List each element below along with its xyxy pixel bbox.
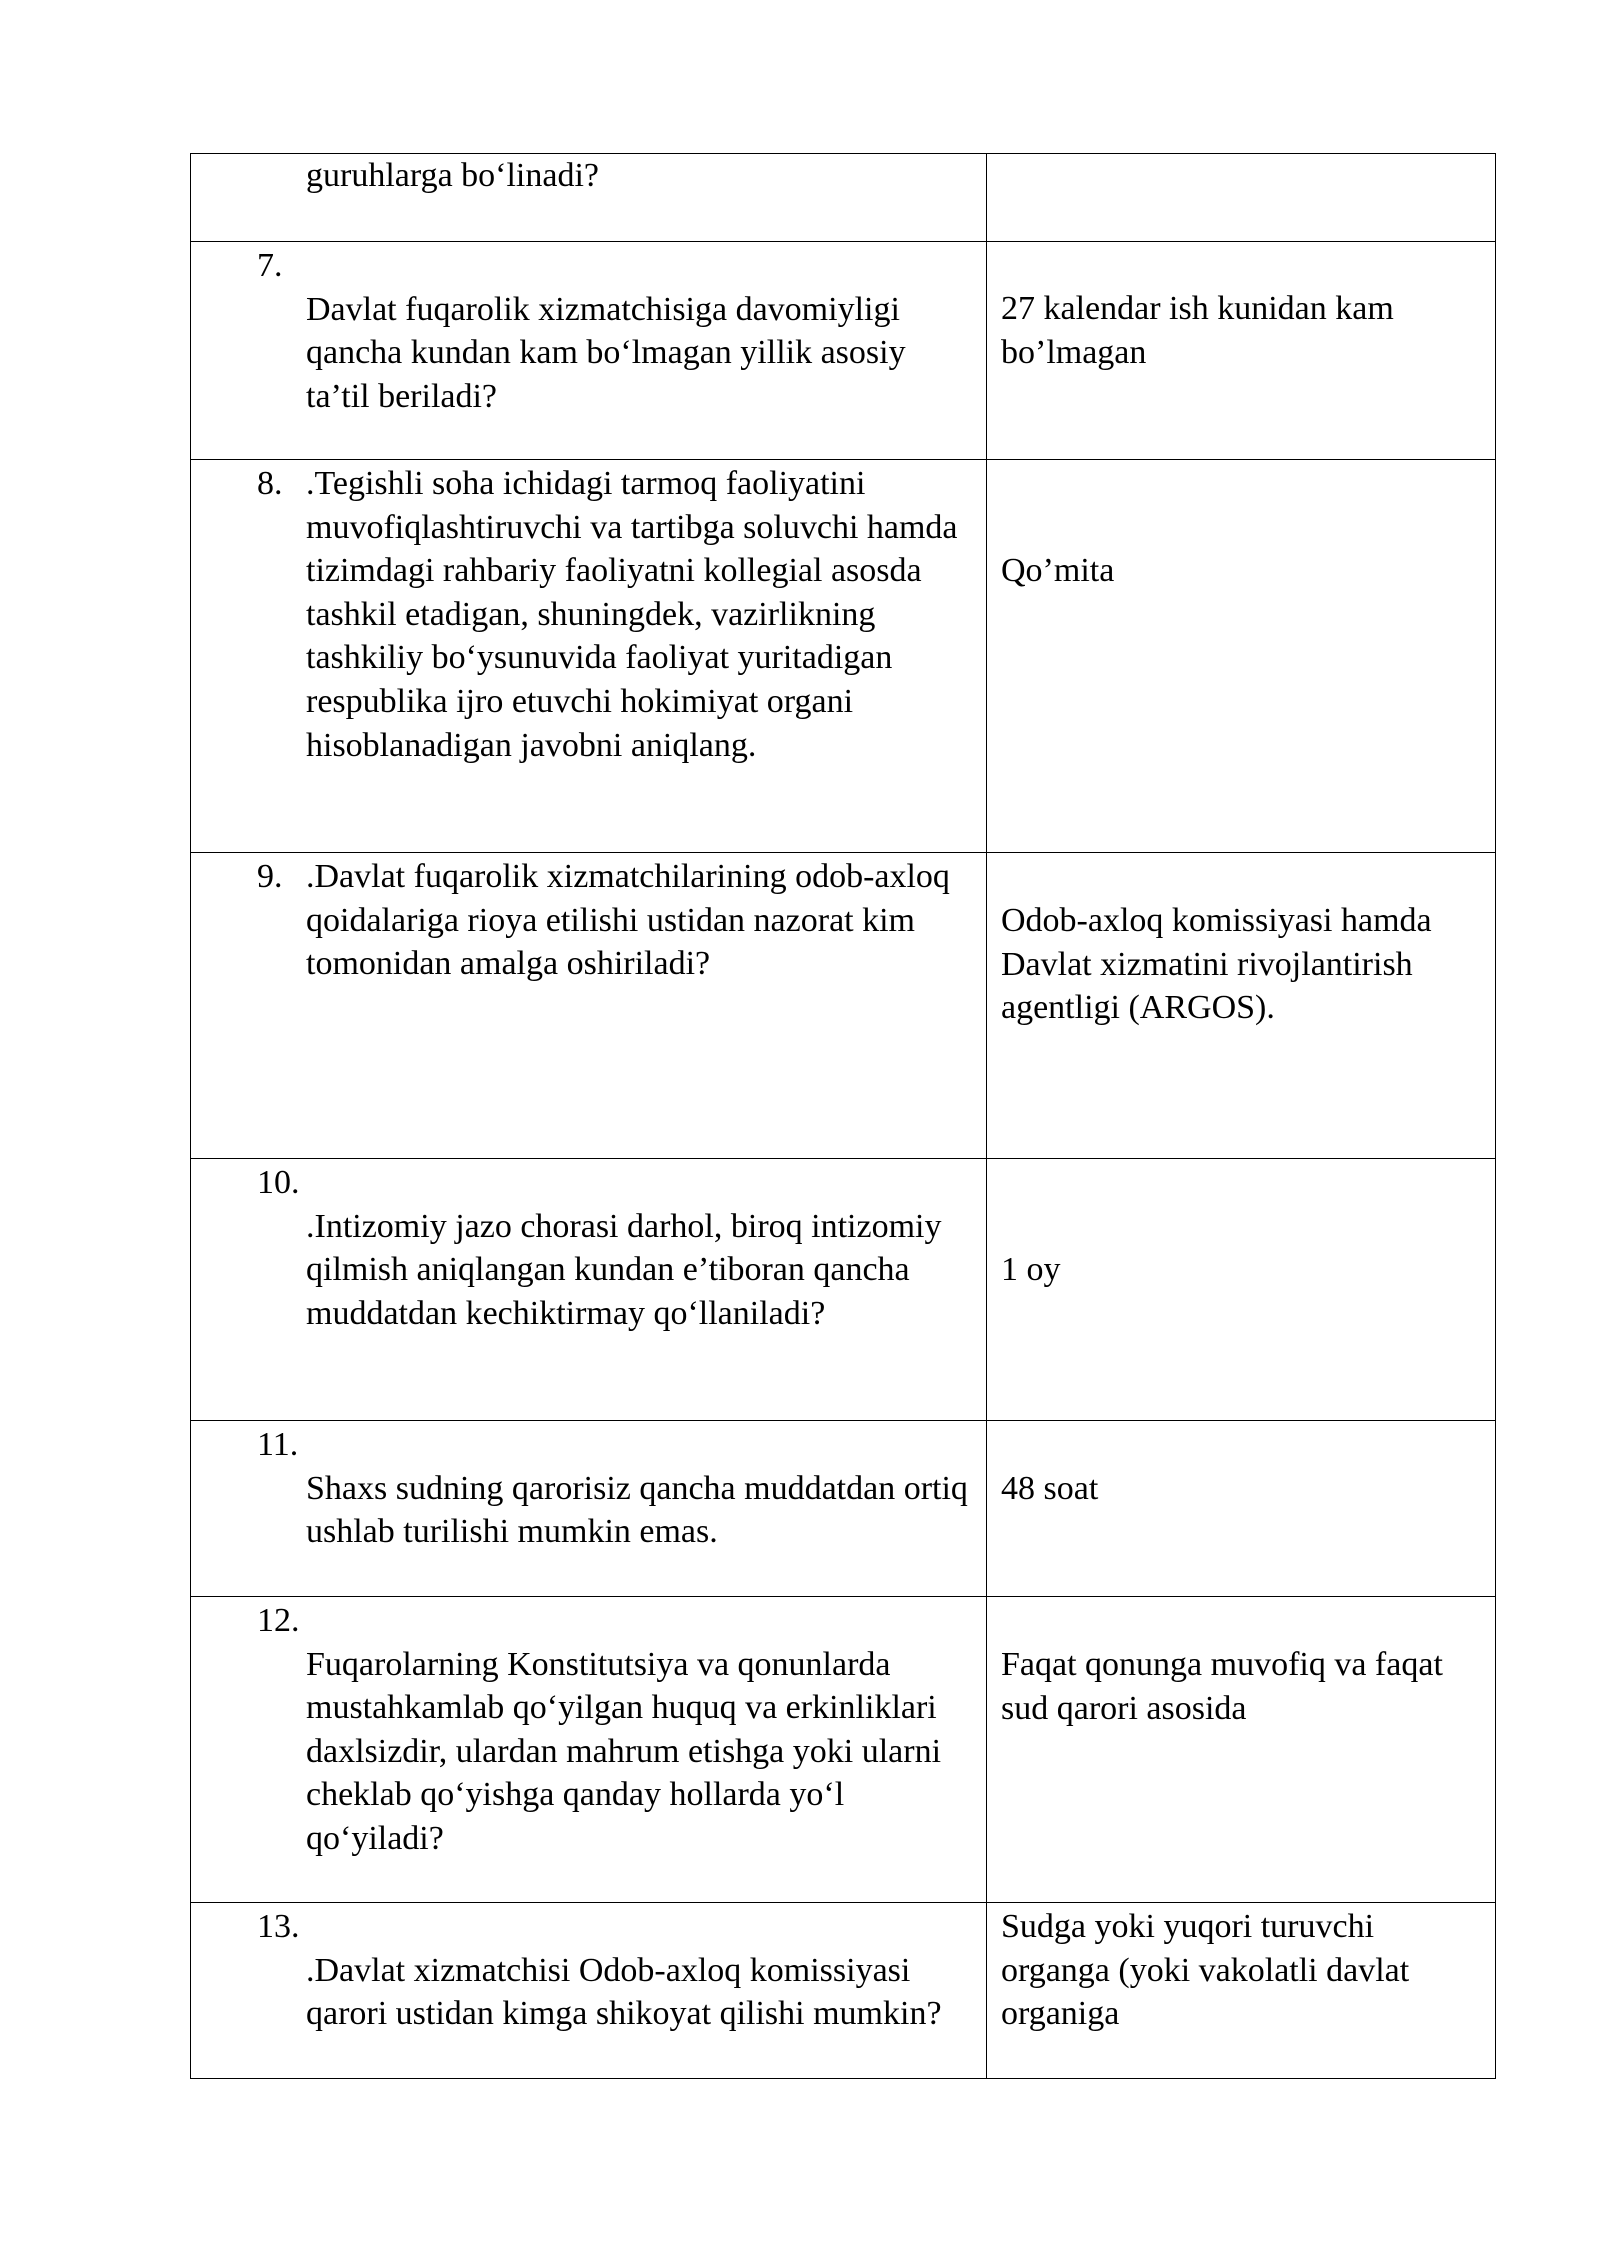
answer-text: Odob-axloq komissiyasi hamda Davlat xizmatini rivojlantirish agentligi (ARGOS). (1001, 902, 1432, 1027)
answer-cell (987, 1159, 1496, 1421)
answer-text: 27 kalendar ish kunidan kam bo’lmagan (1001, 290, 1394, 371)
question-text: .Tegishli soha ichidagi tarmoq faoliyatini muvofiqlashtiruvchi va tartibga soluvchi hamda tizimdagi rahbariy faoliyatni kollegial asosda tashkil etadigan, shuningdek, vazirlikning tashkiliy bo‘ysunuvida faoliyat yuritadigan respublika ijro etuvchi hokimiyat organi hisoblanadigan javobni aniqlang. (306, 465, 958, 764)
answer-cell (987, 1421, 1496, 1597)
question-text: .Davlat fuqarolik xizmatchilarining odob-axloq qoidalariga rioya etilishi ustidan nazorat kim tomonidan amalga oshiriladi? (306, 858, 950, 983)
question-number: 9. (257, 858, 283, 895)
question-number: 8. (257, 465, 283, 502)
question-cell (191, 1597, 987, 1903)
answer-cell (987, 853, 1496, 1159)
question-text: .Davlat xizmatchisi Odob-axloq komissiyasi qarori ustidan kimga shikoyat qilishi mumkin? (306, 1951, 942, 2033)
table-row (191, 1421, 1496, 1597)
question-cell (191, 154, 987, 242)
answer-cell (987, 460, 1496, 853)
question-number: 13. (257, 1908, 300, 1945)
table-row (191, 1903, 1496, 2079)
question-number: 10. (257, 1164, 300, 1201)
answer-text: Faqat qonunga muvofiq va faqat sud qarori asosida (1001, 1646, 1443, 1727)
table-row (191, 1597, 1496, 1903)
table-row (191, 853, 1496, 1159)
question-number: 12. (257, 1602, 300, 1639)
table-row (191, 154, 1496, 242)
question-cell (191, 1903, 987, 2079)
table-row (191, 1159, 1496, 1421)
answer-text: 48 soat (1001, 1470, 1099, 1507)
question-cell (191, 460, 987, 853)
answer-cell (987, 1903, 1496, 2079)
answer-cell (987, 242, 1496, 460)
question-number: 11. (257, 1426, 299, 1463)
table-row (191, 460, 1496, 853)
question-text: guruhlarga bo‘linadi? (306, 157, 600, 194)
table-row (191, 242, 1496, 460)
question-number: 7. (257, 247, 283, 284)
answer-cell (987, 154, 1496, 242)
answer-text: Qo’mita (1001, 552, 1115, 589)
question-cell (191, 853, 987, 1159)
question-cell (191, 1421, 987, 1597)
question-cell (191, 242, 987, 460)
question-cell (191, 1159, 987, 1421)
question-text: Davlat fuqarolik xizmatchisiga davomiyligi qancha kundan kam bo‘lmagan yillik asosiy ta’til beriladi? (306, 290, 906, 415)
answer-text: 1 oy (1001, 1251, 1061, 1288)
answer-cell (987, 1597, 1496, 1903)
qa-table (190, 153, 1496, 2079)
question-text: Shaxs sudning qarorisiz qancha muddatdan ortiq ushlab turilishi mumkin emas. (306, 1469, 968, 1551)
question-text: .Intizomiy jazo chorasi darhol, biroq intizomiy qilmish aniqlangan kundan e’tiboran qancha muddatdan kechiktirmay qo‘llaniladi? (306, 1207, 942, 1332)
answer-text: Sudga yoki yuqori turuvchi organga (yoki vakolatli davlat organiga (1001, 1908, 1410, 2033)
question-text: Fuqarolarning Konstitutsiya va qonunlarda mustahkamlab qo‘yilgan huquq va erkinliklari daxlsizdir, ulardan mahrum etishga yoki ularni cheklab qo‘yishga qanday hollarda yo‘l qo‘yiladi? (306, 1645, 942, 1857)
